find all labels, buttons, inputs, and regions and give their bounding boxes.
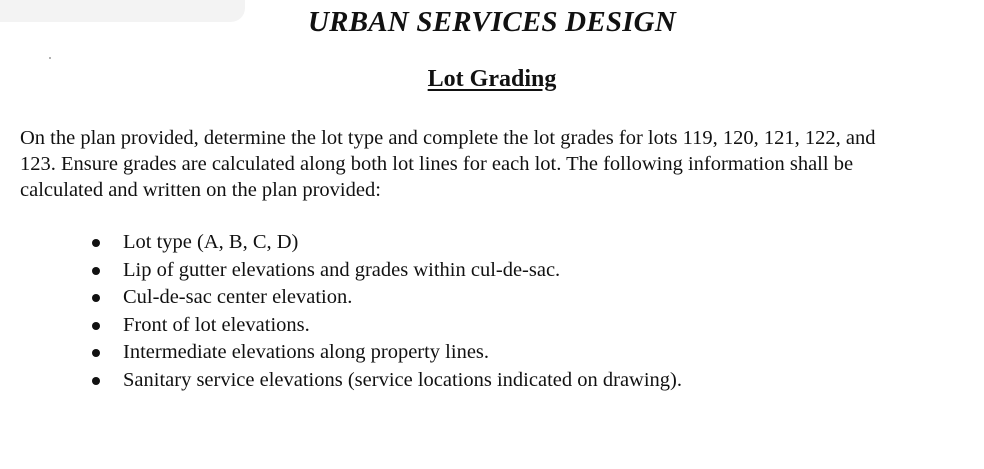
bullet-icon	[92, 377, 100, 385]
list-item	[92, 229, 682, 257]
bullet-icon	[92, 322, 100, 330]
list-item-text: Front of lot elevations.	[123, 313, 310, 336]
intro-line: 123. Ensure grades are calculated along both lot lines for each lot. The following information shall be	[20, 153, 854, 175]
intro-paragraph	[20, 125, 970, 203]
document-title: URBAN SERVICES DESIGN	[308, 6, 676, 38]
list-item-text: Cul-de-sac center elevation.	[123, 286, 353, 309]
bullet-icon	[92, 294, 100, 302]
list-item	[92, 367, 682, 395]
list-item-text: Intermediate elevations along property lines.	[123, 341, 490, 364]
bullet-icon	[92, 349, 100, 357]
list-item-text: Sanitary service elevations (service locations indicated on drawing).	[123, 368, 682, 391]
intro-line: calculated and written on the plan provided:	[20, 179, 381, 201]
list-item	[92, 284, 682, 312]
list-item-text: Lot type (A, B, C, D)	[123, 231, 299, 253]
list-item	[92, 257, 682, 285]
requirements-list	[92, 229, 682, 395]
list-item-text: Lip of gutter elevations and grades within cul-de-sac.	[123, 258, 561, 281]
list-item	[92, 312, 682, 340]
intro-line: On the plan provided, determine the lot type and complete the lot grades for lots 119, 120, 121, 122, and	[20, 127, 876, 149]
section-title: Lot Grading	[427, 66, 557, 92]
bullet-icon	[92, 267, 100, 275]
list-item	[92, 339, 682, 367]
scan-speck	[49, 57, 51, 59]
bullet-icon	[92, 239, 100, 247]
